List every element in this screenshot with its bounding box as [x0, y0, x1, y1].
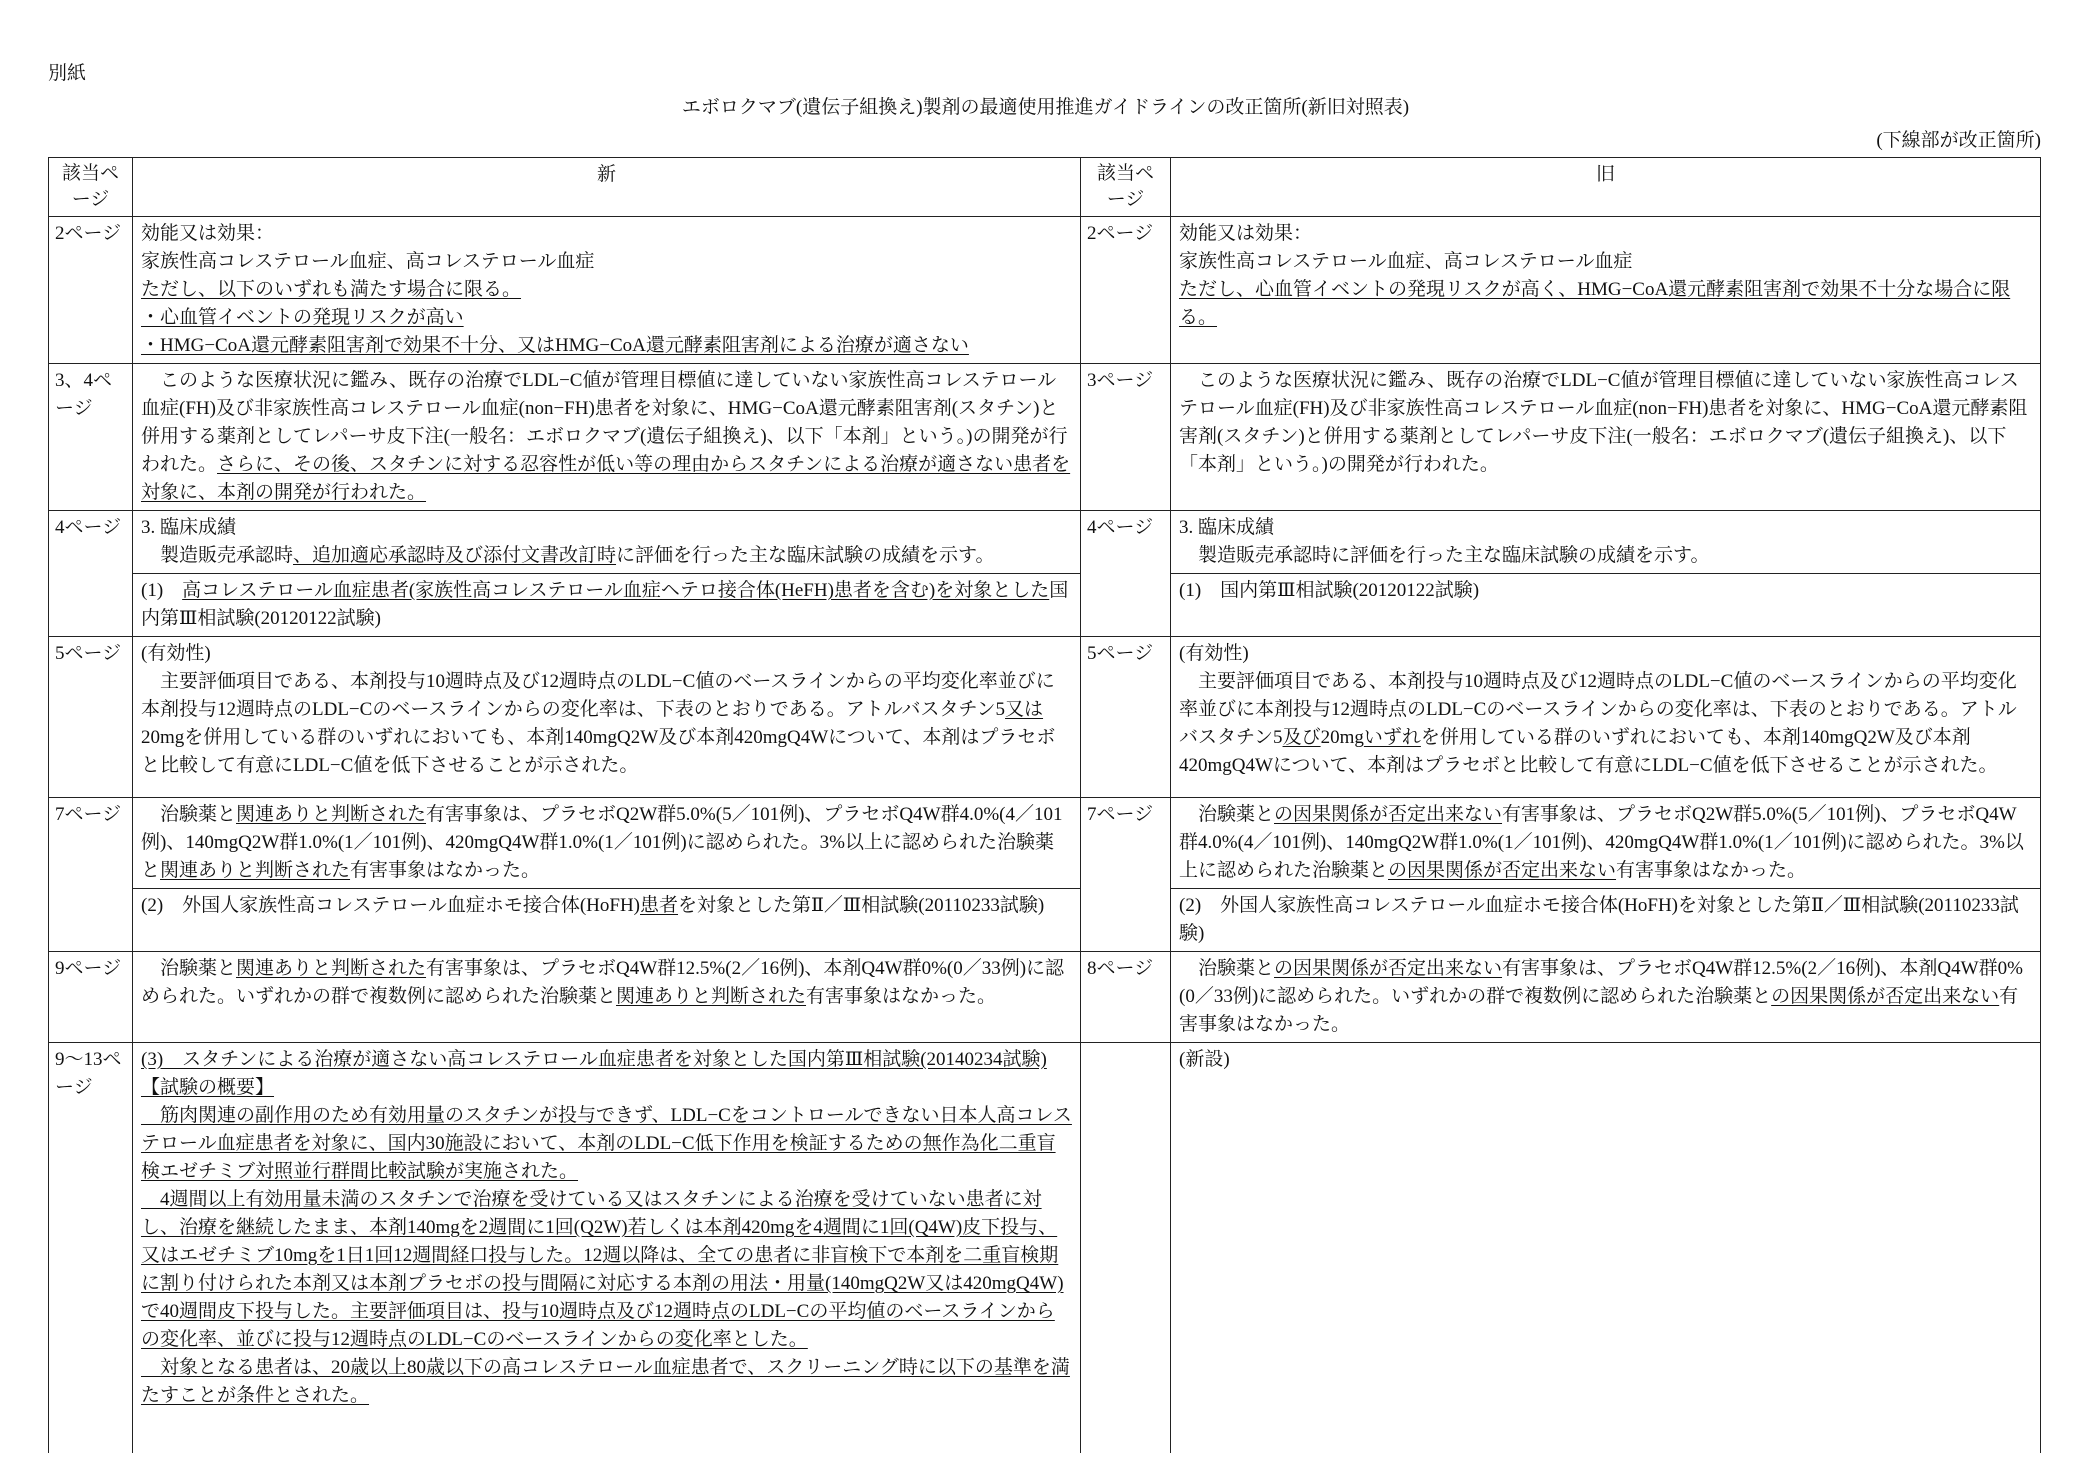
text: 3. 臨床成績: [1179, 517, 1275, 538]
revised-text: 又は: [1005, 699, 1044, 720]
table-row: [49, 511, 2041, 574]
table-row: [49, 637, 2041, 798]
paragraph: [1179, 514, 2032, 542]
revised-text: (3) スタチンによる治療が適さない高コレステロール血症患者を対象とした国内第Ⅲ相試験(20140234試験): [141, 1049, 1047, 1070]
page-ref-new: 2ページ: [49, 217, 133, 364]
text: 有害事象は、プラセボQ2W群5.0%(5／101例)、プラセボQ4W群4.0%(4／101例)、140mgQ2W群1.0%(1／101例)、420mgQ4W群1.0%(1／101例)に認められた。3%以上に認められた治験薬と: [1179, 804, 2024, 881]
revised-text: 、追加適応承認時及び添付文書改訂時: [293, 545, 617, 566]
paragraph: [141, 304, 1072, 332]
revised-text: ・心血管イベントの発現リスクが高い: [141, 307, 464, 328]
old-text-cell: [1171, 798, 2041, 889]
new-text-cell: [133, 798, 1081, 889]
text: 3. 臨床成績: [141, 517, 237, 538]
revised-text: の因果関係が否定出来ない: [1388, 860, 1617, 881]
text: このような医療状況に鑑み、既存の治療でLDL−C値が管理目標値に達していない家族性高コレステロール血症(FH)及び非家族性高コレステロール血症(non−FH)患者を対象に、HMG−CoA還元酵素阻害剤(スタチン)と併用する薬剤としてレパーサ皮下注(一般名：エボロクマブ(遺伝子組換え)、以下「本剤」という。)の開発が行われた。: [141, 370, 1068, 475]
text: 家族性高コレステロール血症、高コレステロール血症: [141, 251, 595, 272]
paragraph: [141, 1074, 1072, 1102]
revised-text: ・HMG−CoA還元酵素阻害剤で効果不十分、又はHMG−CoA還元酵素阻害剤による治療が適さない: [141, 335, 969, 356]
paragraph: [141, 514, 1072, 542]
paragraph: [141, 220, 1072, 248]
table-row: [49, 798, 2041, 889]
paragraph: [1179, 577, 2032, 605]
header-old: 旧: [1171, 158, 2041, 217]
text: (2) 外国人家族性高コレステロール血症ホモ接合体(HoFH): [141, 895, 640, 916]
page-ref-new: 3、4ページ: [49, 364, 133, 511]
revised-text: 関連ありと判断された: [616, 986, 807, 1007]
paragraph: [141, 1046, 1072, 1074]
revised-text: 4週間以上有効用量未満のスタチンで治療を受けている又はスタチンによる治療を受けていない患者に対し、治療を継続したまま、本剤140mgを2週間に1回(Q2W)若しくは本剤420mgを4週間に1回(Q4W)皮下投与、又はエゼチミブ10mgを1日1回12週間経口投与した。12週以降は、全ての患者に非盲検下で本剤を二重盲検期に割り付けられた本剤又は本剤プラセボの投与間隔に対応する本剤の用法・用量(140mgQ2W又は420mgQ4W)で40週間皮下投与した。主要評価項目は、投与10週時点及び12週時点のLDL−Cの平均値のベースラインからの変化率、並びに投与12週時点のLDL−Cのベースラインからの変化率とした。: [141, 1189, 1064, 1350]
revised-text: 対象となる患者は、20歳以上80歳以下の高コレステロール血症患者で、スクリーニング時に以下の基準を満たすことが条件とされた。: [141, 1357, 1070, 1406]
table-row: [49, 364, 2041, 511]
table-row: [49, 889, 2041, 952]
paragraph: [141, 276, 1072, 304]
revised-text: 関連ありと判断された: [236, 958, 427, 979]
header-new: 新: [133, 158, 1081, 217]
paragraph: [1179, 1046, 2032, 1074]
paragraph: [141, 801, 1072, 885]
text: 主要評価項目である、本剤投与10週時点及び12週時点のLDL−C値のベースラインからの平均変化率並びに本剤投与12週時点のLDL−Cのベースラインからの変化率は、下表のとおりである。アトルバスタチン5: [141, 671, 1055, 720]
paragraph: [141, 248, 1072, 276]
text: 有害事象は、プラセボQ4W群12.5%(2／16例)、本剤Q4W群0%(0／33例)に認められた。いずれかの群で複数例に認められた治験薬と: [1179, 958, 2023, 1007]
table-row: [49, 217, 2041, 364]
header-page-old: 該当ページ: [1081, 158, 1171, 217]
text: 製造販売承認時: [141, 545, 294, 566]
paragraph: [141, 892, 1072, 920]
document-title: エボロクマブ(遺伝子組換え)製剤の最適使用推進ガイドラインの改正箇所(新旧対照表): [681, 97, 1410, 118]
page-ref-new: 5ページ: [49, 637, 133, 798]
text: (1): [141, 580, 183, 601]
text: 治験薬と: [141, 958, 237, 979]
paragraph: [1179, 801, 2032, 885]
text: (新設): [1179, 1049, 1230, 1070]
old-text-cell: [1171, 574, 2041, 637]
text: 効能又は効果：: [1179, 223, 1313, 244]
revised-text: の因果関係が否定出来ない: [1274, 958, 1503, 979]
revised-text: 関連ありと判断された: [236, 804, 427, 825]
text: 治験薬と: [1179, 958, 1275, 979]
old-text-cell: [1171, 511, 2041, 574]
new-text-cell: [133, 364, 1081, 511]
page-ref-old: 4ページ: [1081, 511, 1171, 637]
text: 効能又は効果：: [141, 223, 275, 244]
page-ref-old: 7ページ: [1081, 798, 1171, 952]
page-ref-old: 8ページ: [1081, 952, 1171, 1043]
text: 治験薬と: [141, 804, 237, 825]
old-text-cell: [1171, 1043, 2041, 1453]
page-ref-old: 5ページ: [1081, 637, 1171, 798]
revised-text: の因果関係が否定出来ない: [1274, 804, 1503, 825]
paragraph: [1179, 668, 2032, 780]
text: 主要評価項目である、本剤投与10週時点及び12週時点のLDL−C値のベースラインからの平均変化率並びに本剤投与12週時点のLDL−Cのベースラインからの変化率は、下表のとおりである。アトルバスタチン5: [1179, 671, 2017, 748]
paragraph: [141, 367, 1072, 507]
page-ref-new: 9〜13ページ: [49, 1043, 133, 1453]
page-ref-new: 4ページ: [49, 511, 133, 637]
revised-text: ただし、以下のいずれも満たす場合に限る。: [141, 279, 522, 300]
paragraph: [141, 542, 1072, 570]
page-ref-old: [1081, 1043, 1171, 1453]
revised-text: 関連ありと判断された: [160, 860, 351, 881]
page-ref-new: 9ページ: [49, 952, 133, 1043]
old-text-cell: [1171, 364, 2041, 511]
new-text-cell: [133, 952, 1081, 1043]
text: 国内第Ⅲ相試験(20120122試験): [141, 580, 1069, 629]
revised-text: 患者: [640, 895, 679, 916]
text: 治験薬と: [1179, 804, 1275, 825]
text: (有効性): [1179, 643, 1249, 664]
old-text-cell: [1171, 952, 2041, 1043]
revised-text: 筋肉関連の副作用のため有効用量のスタチンが投与できず、LDL−Cをコントロールできない日本人高コレステロール血症患者を対象に、国内30施設において、本剤のLDL−C低下作用を検証するための無作為化二重盲検エゼチミブ対照並行群間比較試験が実施された。: [141, 1105, 1072, 1182]
table-row: [49, 574, 2041, 637]
paragraph: [1179, 276, 2032, 332]
comparison-table: [48, 157, 2041, 1453]
new-text-cell: [133, 511, 1081, 574]
new-text-cell: [133, 574, 1081, 637]
text: 有害事象はなかった。: [806, 986, 997, 1007]
paragraph: [141, 668, 1072, 780]
text: を対象とした第Ⅱ／Ⅲ相試験(20110233試験): [678, 895, 1045, 916]
revised-text: 高コレステロール血症患者(家族性高コレステロール血症ヘテロ接合体(HeFH)患者を含む)を対象とした: [182, 580, 1050, 601]
text: 製造販売承認時に評価を行った主な臨床試験の成績を示す。: [1179, 545, 1710, 566]
text: このような医療状況に鑑み、既存の治療でLDL−C値が管理目標値に達していない家族性高コレステロール血症(FH)及び非家族性高コレステロール血症(non−FH)患者を対象に、HMG−CoA還元酵素阻害剤(スタチン)と併用する薬剤としてレパーサ皮下注(一般名：エボロクマブ(遺伝子組換え)、以下「本剤」という。)の開発が行われた。: [1179, 370, 2028, 475]
text: 有害事象はなかった。: [1179, 986, 2019, 1035]
paragraph: [141, 1102, 1072, 1186]
revised-text: ただし、心血管イベントの発現リスクが高く、HMG−CoA還元酵素阻害剤で効果不十分な場合に限る。: [1179, 279, 2011, 328]
paragraph: [1179, 367, 2032, 479]
paragraph: [1179, 248, 2032, 276]
text: 家族性高コレステロール血症、高コレステロール血症: [1179, 251, 1633, 272]
old-text-cell: [1171, 889, 2041, 952]
table-header-row: [49, 158, 2041, 217]
text: (有効性): [141, 643, 211, 664]
paragraph: [1179, 892, 2032, 948]
paragraph: [141, 577, 1072, 633]
text: 有害事象はなかった。: [1616, 860, 1807, 881]
paragraph: [1179, 542, 2032, 570]
text: 有害事象は、プラセボQ2W群5.0%(5／101例)、プラセボQ4W群4.0%(4／101例)、140mgQ2W群1.0%(1／101例)、420mgQ4W群1.0%(1／101例)に認められた。3%以上に認められた治験薬と: [141, 804, 1063, 881]
revised-text: さらに、その後、スタチンに対する忍容性が低い等の理由からスタチンによる治療が適さない患者を対象に、本剤の開発が行われた。: [141, 454, 1071, 503]
paragraph: [141, 332, 1072, 360]
text: を併用している群のいずれにおいても、本剤140mgQ2W及び本剤420mgQ4Wについて、本剤はプラセボと比較して有意にLDL−C値を低下させることが示された。: [1179, 727, 1998, 776]
paragraph: [141, 1186, 1072, 1354]
old-text-cell: [1171, 217, 2041, 364]
header-page-new: 該当ページ: [49, 158, 133, 217]
paragraph: [1179, 220, 2032, 248]
old-text-cell: [1171, 637, 2041, 798]
new-text-cell: [133, 637, 1081, 798]
paragraph: [141, 1354, 1072, 1410]
table-row: [49, 1043, 2041, 1453]
underline-note: (下線部が改正箇所): [1876, 130, 2041, 151]
paragraph: [1179, 640, 2032, 668]
page-ref-old: 3ページ: [1081, 364, 1171, 511]
new-text-cell: [133, 217, 1081, 364]
revised-text: 及び: [1282, 727, 1321, 748]
page-ref-old: 2ページ: [1081, 217, 1171, 364]
paragraph: [141, 955, 1072, 1011]
revised-text: いずれ: [1363, 727, 1421, 748]
text: 有害事象はなかった。: [350, 860, 541, 881]
new-text-cell: [133, 1043, 1081, 1453]
new-text-cell: [133, 889, 1081, 952]
paragraph: [1179, 955, 2032, 1039]
text: 20mg: [1320, 727, 1364, 748]
text: 有害事象は、プラセボQ4W群12.5%(2／16例)、本剤Q4W群0%(0／33例)に認められた。いずれかの群で複数例に認められた治験薬と: [141, 958, 1065, 1007]
text: に評価を行った主な臨床試験の成績を示す。: [616, 545, 995, 566]
revised-text: 【試験の概要】: [141, 1077, 275, 1098]
paragraph: [141, 640, 1072, 668]
attachment-label: 別紙: [48, 63, 87, 84]
table-row: [49, 952, 2041, 1043]
text: 20mgを併用している群のいずれにおいても、本剤140mgQ2W及び本剤420mgQ4Wについて、本剤はプラセボと比較して有意にLDL−C値を低下させることが示された。: [141, 727, 1056, 776]
text: (2) 外国人家族性高コレステロール血症ホモ接合体(HoFH)を対象とした第Ⅱ／Ⅲ相試験(20110233試験): [1179, 895, 2019, 944]
page-ref-new: 7ページ: [49, 798, 133, 952]
text: (1) 国内第Ⅲ相試験(20120122試験): [1179, 580, 1480, 601]
revised-text: の因果関係が否定出来ない: [1771, 986, 2000, 1007]
